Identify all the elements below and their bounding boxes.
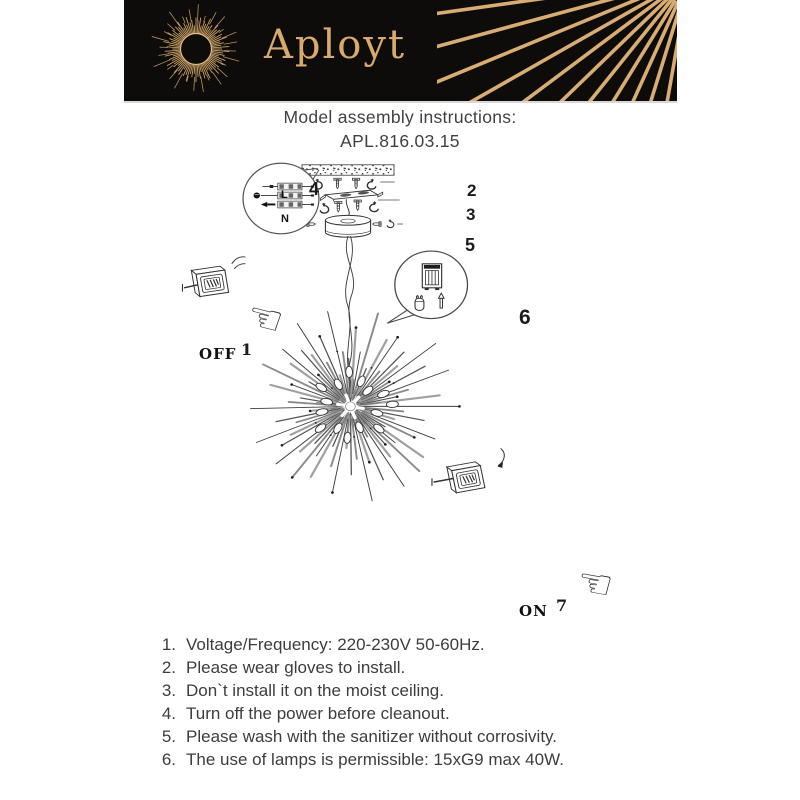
instruction-item — [150, 679, 690, 702]
fasteners-lower — [320, 199, 378, 217]
instruction-list — [150, 633, 690, 771]
pressing-hand-icon: ☜ — [241, 292, 288, 346]
starburst-logo-icon — [140, 1, 252, 98]
callout-2-label: 2 — [467, 181, 477, 200]
callout-7-label: 7 — [556, 596, 568, 615]
item-number: 3. — [161, 680, 176, 700]
item-number: 2. — [161, 657, 176, 677]
wire-live-label: L — [281, 189, 288, 201]
instruction-item — [150, 633, 690, 656]
callout-lines — [378, 182, 403, 224]
item-number: 6. — [161, 749, 176, 769]
ceiling-strip — [302, 165, 394, 176]
bulb-callout-balloon — [388, 251, 468, 323]
callout-5-label: 5 — [465, 235, 476, 255]
instruction-item — [150, 748, 690, 771]
model-number: APL.816.03.15 — [340, 131, 460, 151]
g9-socket-icon — [422, 264, 441, 290]
item-number: 4. — [161, 703, 176, 723]
callout-3-label: 3 — [466, 205, 476, 224]
item-text: Please wear gloves to install. — [186, 657, 406, 677]
on-switch-illustration — [432, 448, 504, 493]
off-switch-illustration — [182, 257, 245, 297]
mounting-bracket — [321, 190, 383, 201]
brand-name: Aployt — [264, 22, 407, 68]
callout-1-label: 1 — [241, 340, 253, 359]
page-title: Model assembly instructions: — [283, 107, 517, 127]
item-text: The use of lamps is permissible: 15xG9 max 40W. — [186, 749, 564, 769]
callout-6-label: 6 — [519, 306, 531, 329]
instruction-item — [150, 702, 690, 725]
corner-rays-icon — [437, 0, 677, 101]
wire-neutral-label: N — [281, 213, 289, 225]
off-label: OFF — [199, 345, 237, 363]
brand-banner — [124, 0, 677, 103]
callout-4-label: 4 — [309, 179, 320, 199]
fasteners-upper — [314, 178, 376, 189]
instruction-item — [150, 725, 690, 748]
item-text: Don`t install it on the moist ceiling. — [186, 680, 444, 700]
canopy — [307, 215, 394, 237]
item-text: Turn off the power before cleanout. — [186, 703, 450, 723]
item-number: 5. — [161, 726, 176, 746]
item-number: 1. — [161, 634, 176, 654]
on-label: ON — [519, 602, 548, 620]
sputnik-chandelier — [251, 312, 461, 501]
pressing-hand-icon: ☜ — [573, 558, 617, 610]
earth-symbol-icon — [254, 193, 260, 199]
instruction-item — [150, 656, 690, 679]
arrow-head-icon — [497, 462, 503, 468]
item-text: Please wash with the sanitizer without corrosivity. — [186, 726, 558, 746]
item-text: Voltage/Frequency: 220-230V 50-60Hz. — [186, 634, 485, 654]
